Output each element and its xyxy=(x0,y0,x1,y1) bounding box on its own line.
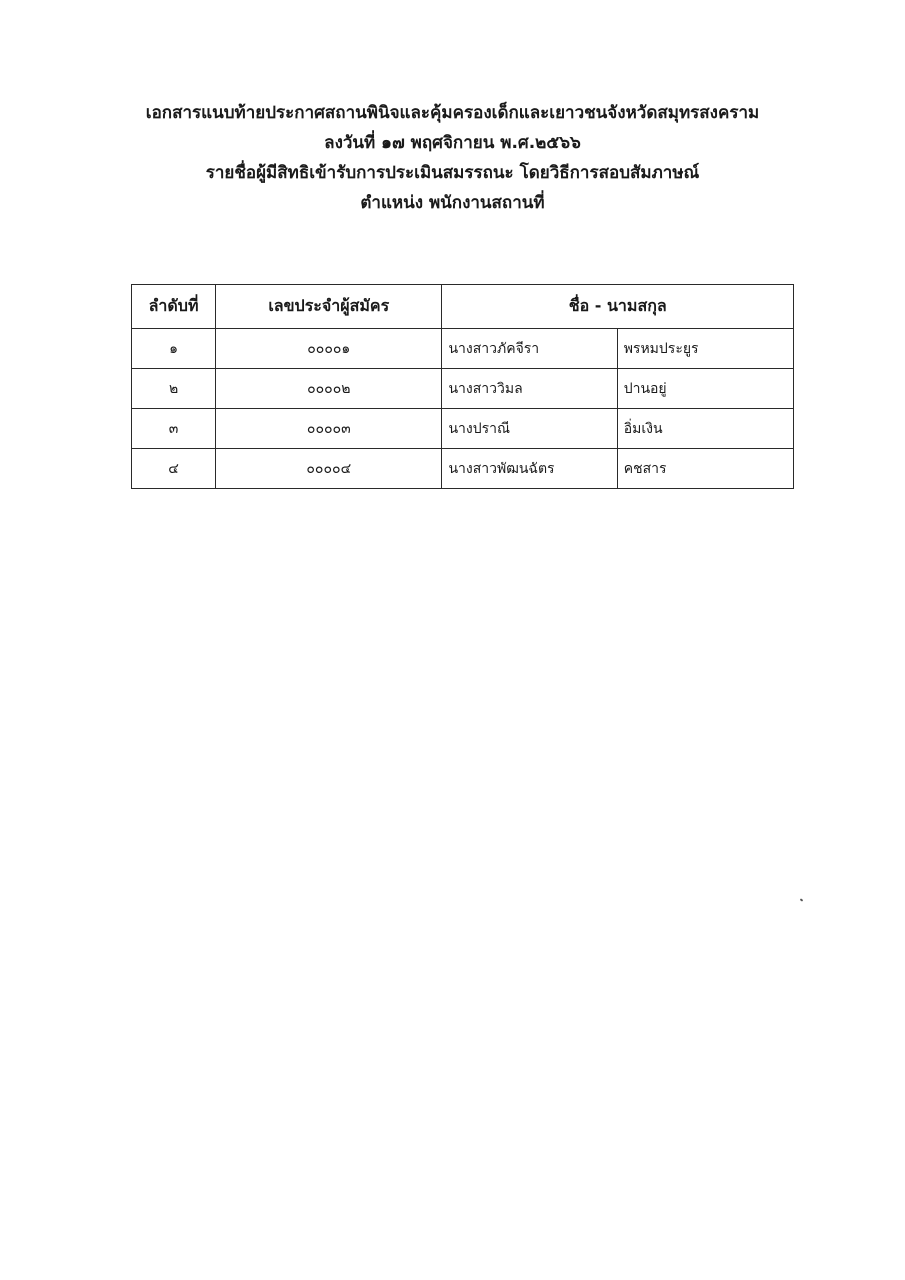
cell-last-name: พรหมประยูร xyxy=(617,329,793,369)
header-title: เอกสารแนบท้ายประกาศสถานพินิจและคุ้มครองเด็กและเยาวชนจังหวัดสมุทรสงคราม xyxy=(145,103,760,123)
column-header-name: ชื่อ - นามสกุล xyxy=(442,285,794,329)
cell-applicant-id: ๐๐๐๐๔ xyxy=(216,449,442,489)
header-date: ลงวันที่ ๑๗ พฤศจิกายน พ.ศ.๒๕๖๖ xyxy=(324,133,581,153)
table-header-row xyxy=(132,285,794,329)
cell-first-name: นางสาวพัฒนฉัตร xyxy=(442,449,617,489)
header-subject: รายชื่อผู้มีสิทธิเข้ารับการประเมินสมรรถนะ โดยวิธีการสอบสัมภาษณ์ xyxy=(205,163,700,183)
cell-applicant-id: ๐๐๐๐๓ xyxy=(216,409,442,449)
table-row xyxy=(132,449,794,489)
cell-applicant-id: ๐๐๐๐๒ xyxy=(216,369,442,409)
column-header-no: ลำดับที่ xyxy=(132,285,216,329)
cell-no: ๒ xyxy=(132,369,216,409)
table-row xyxy=(132,369,794,409)
table-row xyxy=(132,409,794,449)
cell-no: ๔ xyxy=(132,449,216,489)
cell-applicant-id: ๐๐๐๐๑ xyxy=(216,329,442,369)
header-position: ตำแหน่ง พนักงานสถานที่ xyxy=(360,193,545,213)
cell-no: ๓ xyxy=(132,409,216,449)
cell-last-name: ปานอยู่ xyxy=(617,369,793,409)
applicant-table xyxy=(131,284,794,489)
cell-first-name: นางสาวภัคจีรา xyxy=(442,329,617,369)
scan-speck xyxy=(800,898,804,901)
cell-no: ๑ xyxy=(132,329,216,369)
cell-first-name: นางสาววิมล xyxy=(442,369,617,409)
cell-last-name: อิ่มเงิน xyxy=(617,409,793,449)
table-row xyxy=(132,329,794,369)
cell-last-name: คชสาร xyxy=(617,449,793,489)
cell-first-name: นางปราณี xyxy=(442,409,617,449)
document-header xyxy=(0,98,905,218)
column-header-applicant-id: เลขประจำผู้สมัคร xyxy=(216,285,442,329)
